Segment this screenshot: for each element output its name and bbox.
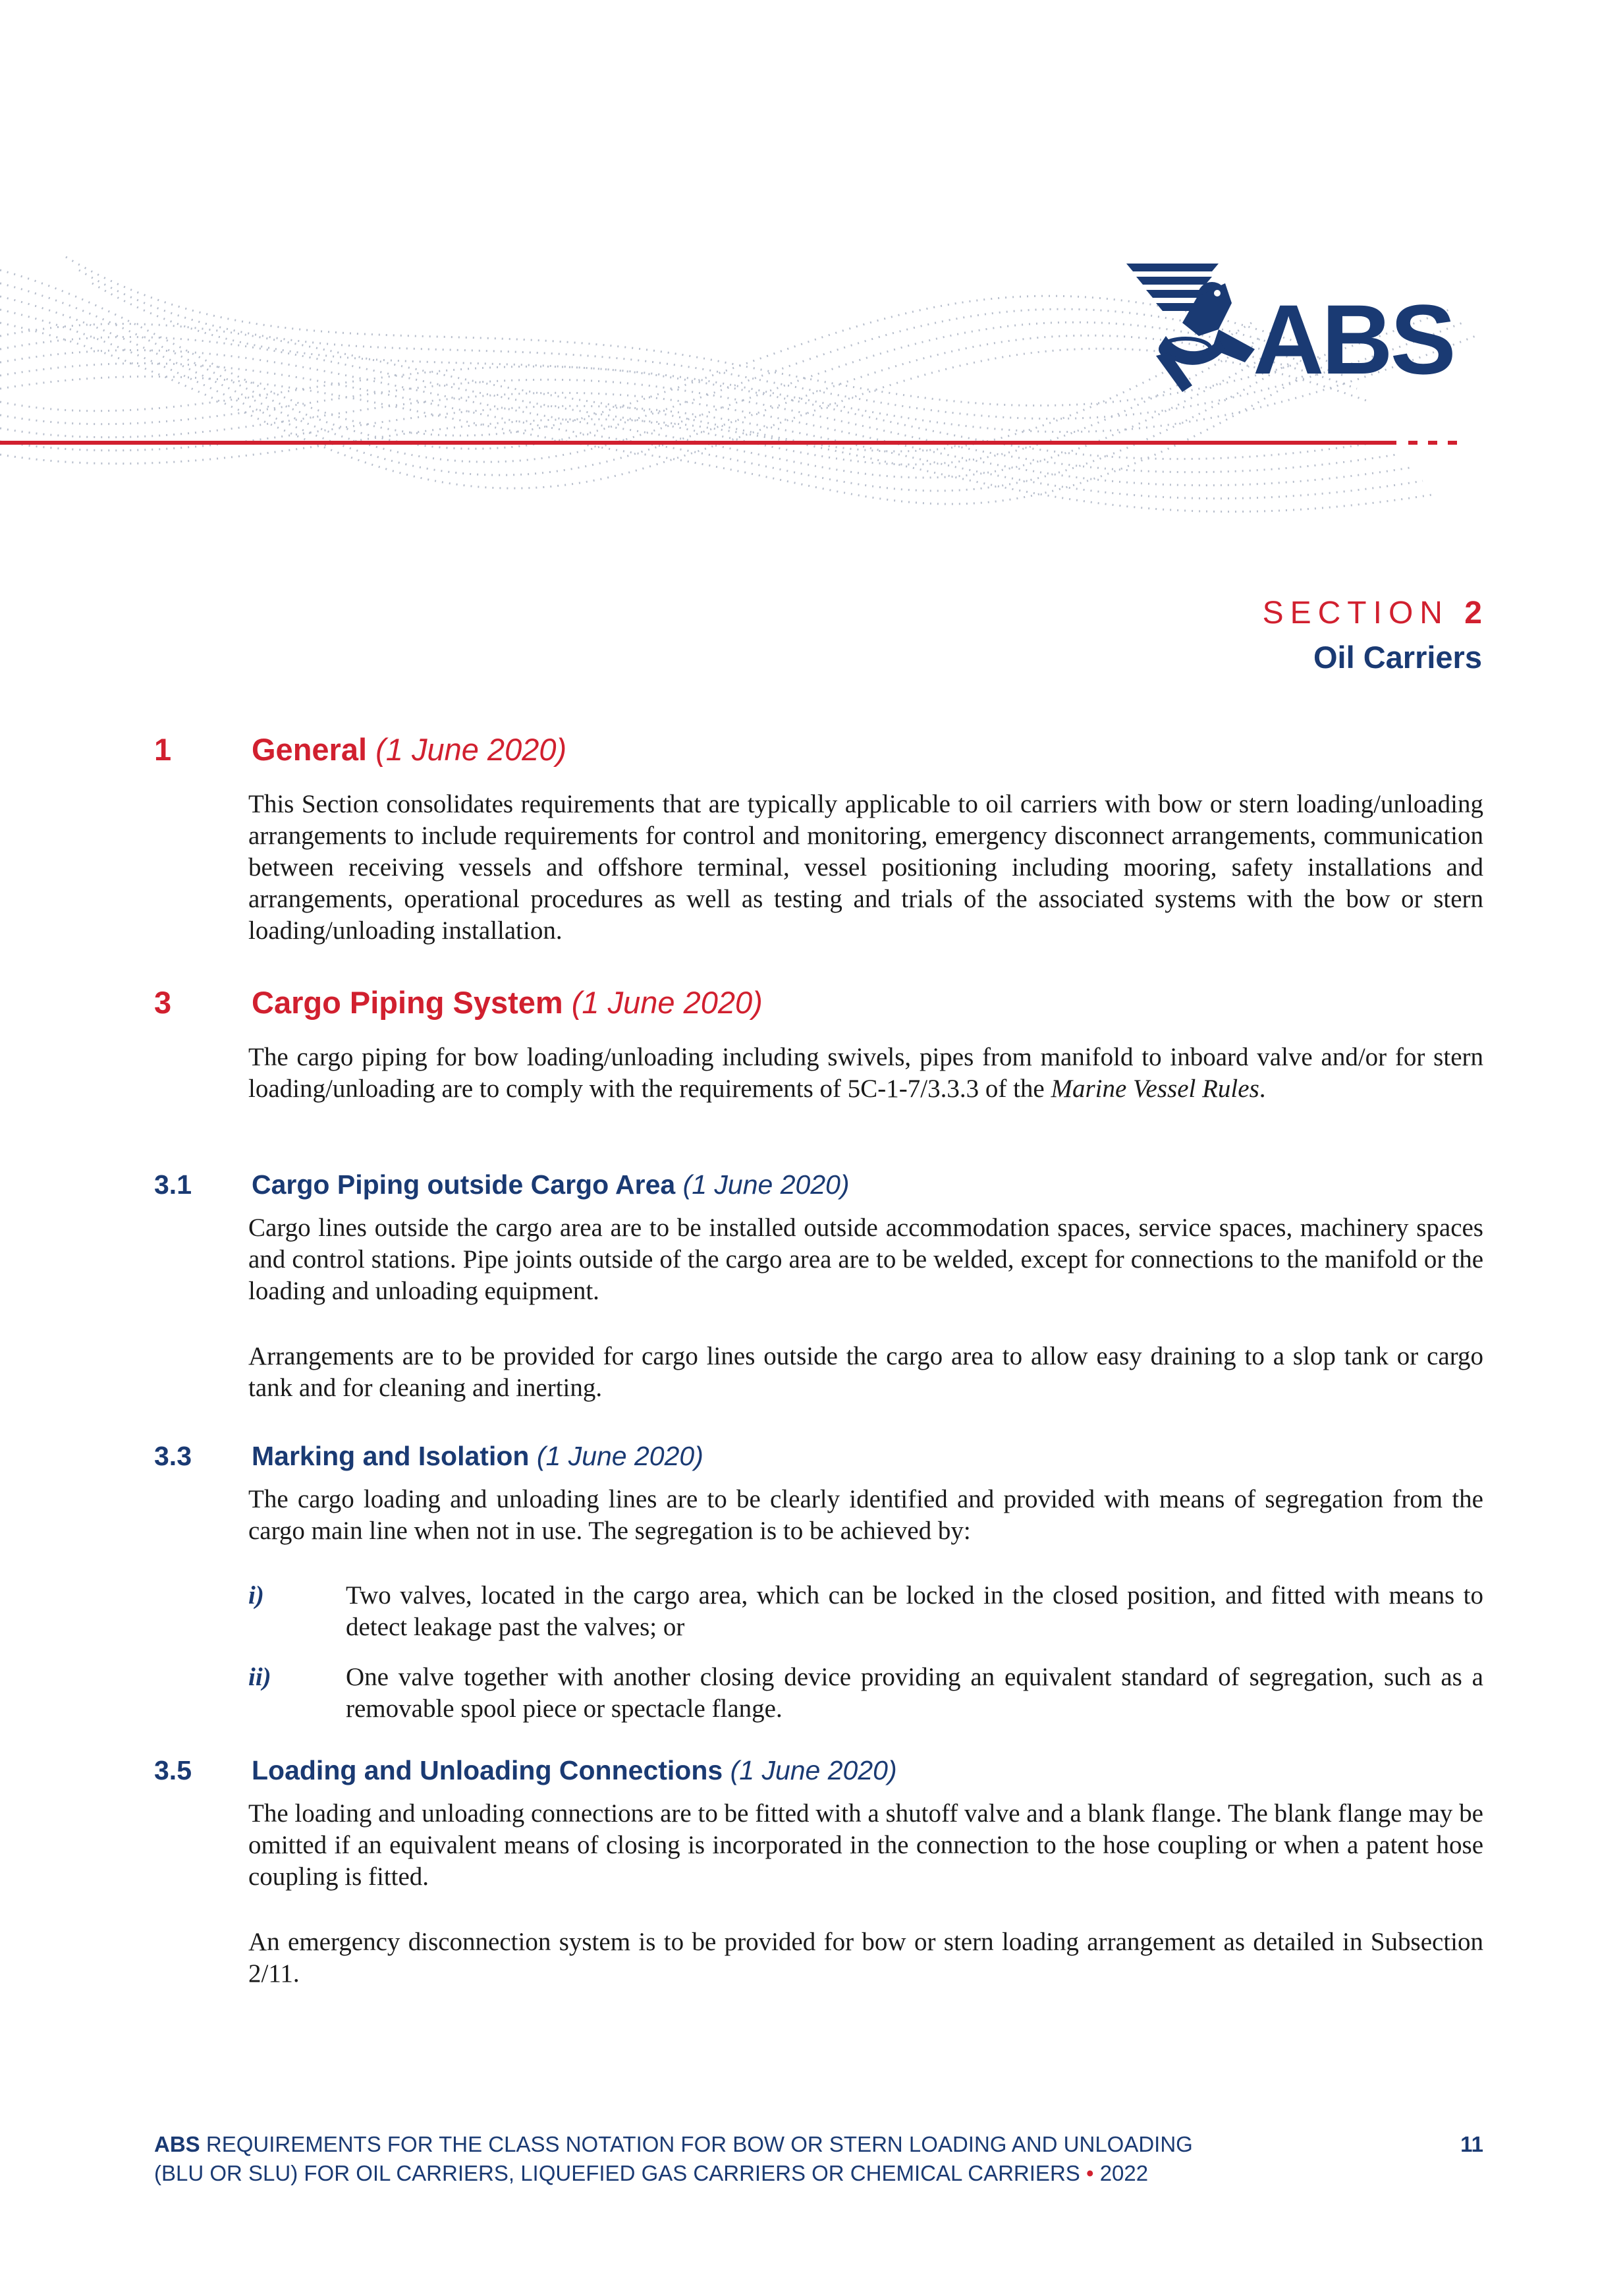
paragraph-3-1-a: Cargo lines outside the cargo area are to be installed outside accommodation spaces, service spaces, machinery spaces and control stations. Pipe joints outside of the cargo area are to be welded, except for connections to the manifold or the loading and unloading equipment. [248,1214,1483,1305]
page-number: 11 [1460,2132,1483,2156]
heading-number: 3.1 [154,1169,192,1200]
heading-title-text: Loading and Unloading Connections [252,1755,723,1785]
abs-eagle-emblem-icon [1120,257,1258,395]
section-label [1263,595,1482,631]
footer-line-2-text: (BLU OR SLU) FOR OIL CARRIERS, LIQUEFIED GAS CARRIERS OR CHEMICAL CARRIERS [154,2161,1080,2185]
section-label-text: SECTION [1262,596,1449,630]
footer-year: 2022 [1099,2161,1149,2185]
footer-brand: ABS [154,2132,200,2156]
section-number: 2 [1464,596,1482,630]
heading-number: 3 [154,985,172,1020]
list-text: Two valves, located in the cargo area, which can be locked in the closed position, and fitted with means to detect leakage past the valves; or [346,1581,1483,1641]
heading-title [252,1441,703,1472]
rules-reference: Marine Vessel Rules [1051,1075,1259,1103]
paragraph-3-3: The cargo loading and unloading lines are to be clearly identified and provided with means of segregation from the cargo main line when not in use. The segregation is to be achieved by: [248,1485,1483,1545]
heading-number: 3.5 [154,1755,192,1785]
page-footer [154,2130,1483,2188]
footer-line-1-text: REQUIREMENTS FOR THE CLASS NOTATION FOR BOW OR STERN LOADING AND UNLOADING [206,2132,1193,2156]
heading-number: 3.3 [154,1441,192,1471]
list-marker: ii) [248,1663,271,1691]
header-red-rule [0,441,1396,445]
heading-title [252,984,763,1021]
footer-bullet: • [1086,2161,1094,2185]
heading-title-text: Cargo Piping outside Cargo Area [252,1169,676,1200]
header-red-dots [1408,441,1468,445]
paragraph-text: The cargo piping for bow loading/unloading including swivels, pipes from manifold to inboard valve and/or for stern loading/unloading are to comply with the requirements of 5C-1-7/3.3.3 of the [248,1043,1483,1103]
heading-title-text: General [252,732,368,767]
heading-date: (1 June 2020) [375,732,567,767]
paragraph-cargo-piping [248,1042,1483,1105]
heading-title-text: Cargo Piping System [252,985,563,1020]
section-title: Oil Carriers [1313,640,1482,675]
heading-title-text: Marking and Isolation [252,1441,530,1471]
list-marker: i) [248,1581,264,1610]
heading-number: 1 [154,732,172,767]
paragraph-end: . [1259,1075,1266,1103]
footer-line-1 [154,2130,1483,2159]
heading-date: (1 June 2020) [730,1755,897,1785]
heading-date: (1 June 2020) [682,1169,850,1200]
heading-date: (1 June 2020) [571,985,763,1020]
heading-title [252,731,566,768]
heading-date: (1 June 2020) [536,1441,703,1471]
paragraph-3-5-b: An emergency disconnection system is to be provided for bow or stern loading arrangement as detailed in Subsection 2/11. [248,1928,1483,1988]
abs-logo-wordmark: ABS [1253,284,1454,395]
paragraph-general: This Section consolidates requirements that are typically applicable to oil carriers with bow or stern loading/unloading arrangements to include requirements for control and monitoring, emergency disconnect arrangements, communication between receiving vessels and offshore terminal, vessel positioning including mooring, safety installations and arrangements, operational procedures as well as testing and trials of the associated systems with the bow or stern loading/unloading installation. [248,790,1483,945]
heading-title [252,1755,897,1786]
list-text: One valve together with another closing device providing an equivalent standard of segregation, such as a removable spool piece or spectacle flange. [346,1663,1483,1723]
paragraph-3-5-a: The loading and unloading connections are to be fitted with a shutoff valve and a blank flange. The blank flange may be omitted if an equivalent means of closing is incorporated in the connection to the hose coupling or when a patent hose coupling is fitted. [248,1799,1483,1891]
paragraph-3-1-b: Arrangements are to be provided for cargo lines outside the cargo area to allow easy draining to a slop tank or cargo tank and for cleaning and inerting. [248,1342,1483,1402]
footer-line-2 [154,2159,1483,2188]
heading-title [252,1169,850,1200]
